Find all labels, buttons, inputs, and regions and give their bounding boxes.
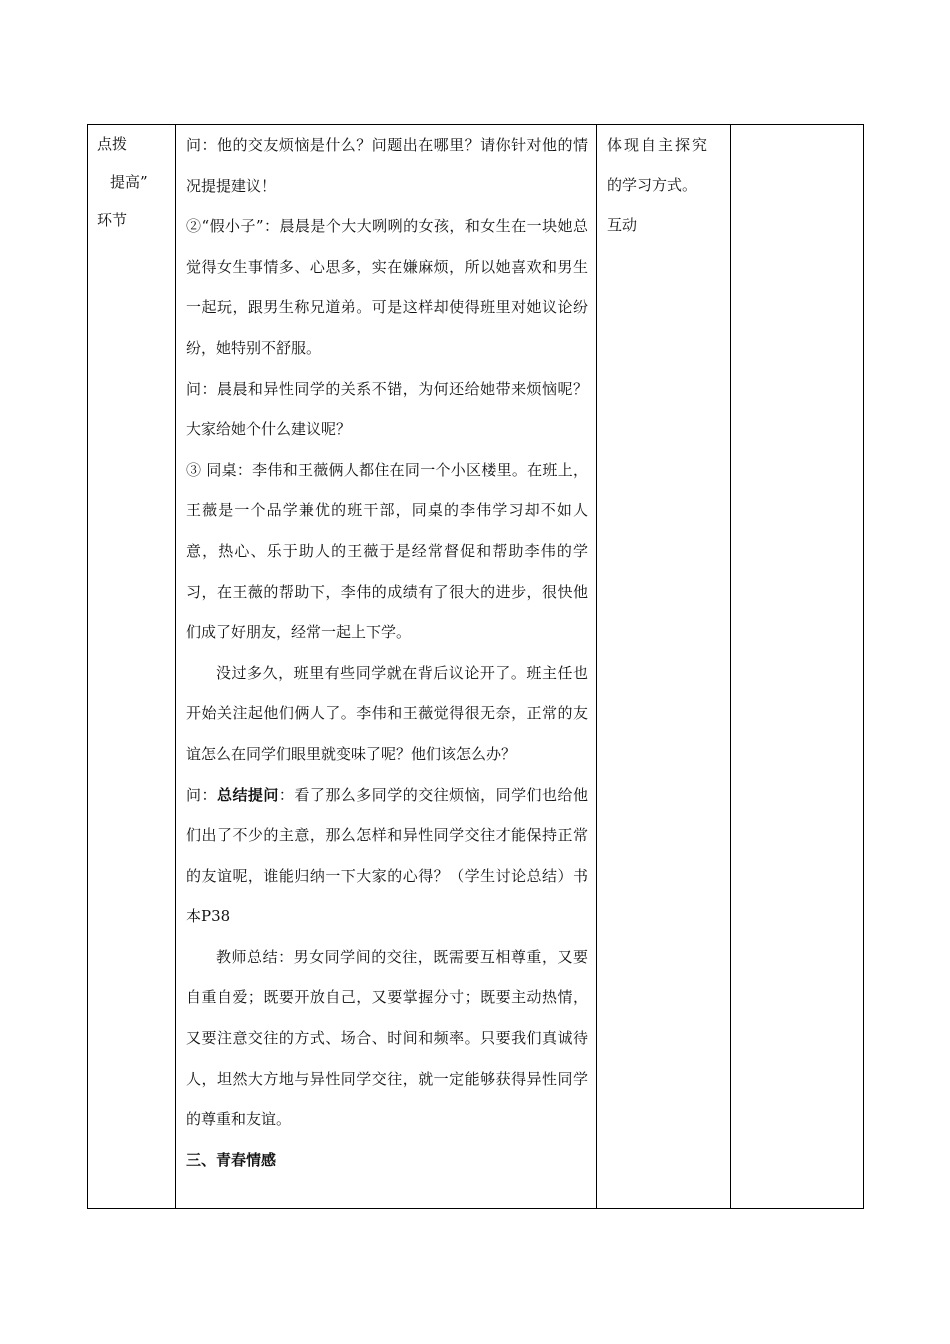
question-2: 问：晨晨和异性同学的关系不错，为何还给她带来烦恼呢？大家给她个什么建议呢？ xyxy=(186,379,588,439)
table-row xyxy=(88,125,864,1209)
case-tomboy: ②“假小子”：晨晨是个大大咧咧的女孩，和女生在一块她总觉得女生事情多、心思多，实在嫌麻烦，所以她喜欢和男生一起玩，跟男生称兄道弟。可是这样却使得班里对她议论纷纷，她特别不舒服。 xyxy=(186,217,588,357)
case-deskmate: ③ 同桌：李伟和王薇俩人都住在同一个小区楼里。在班上，王薇是一个品学兼优的班干部，同桌的李伟学习却不如人意，热心、乐于助人的王薇于是经常督促和帮助李伟的学习，在王薇的帮助下，李伟的成绩有了很大的进步，很快他们成了好朋友，经常一起上下学。 xyxy=(186,460,588,642)
summary-question xyxy=(186,775,588,937)
section-heading-youth-emotion: 三、青春情感 xyxy=(186,1150,277,1169)
teaching-content-cell xyxy=(176,125,597,1209)
stage-label-line-1: 点拨 xyxy=(97,135,128,153)
purpose-line-2: 的学习方式。 xyxy=(607,176,698,194)
stage-label-line-3: 环节 xyxy=(97,211,128,229)
summary-prefix: 问： xyxy=(186,785,217,804)
purpose-line-1: 体现自主探究 xyxy=(607,136,710,154)
question-1: 问：他的交友烦恼是什么？问题出在哪里？请你针对他的情况提提建议！ xyxy=(186,136,588,195)
summary-text: ：看了那么多同学的交往烦恼，同学们也给他们出了不少的主意，那么怎样和异性同学交往才能保持正常的友谊呢，谁能归纳一下大家的心得？（学生讨论总结）书本P38 xyxy=(186,785,588,926)
purpose-line-3: 互动 xyxy=(607,216,638,234)
lesson-plan-table xyxy=(87,124,864,1209)
case-deskmate-continued: 没过多久，班里有些同学就在背后议论开了。班主任也开始关注起他们俩人了。李伟和王薇觉得很无奈，正常的友谊怎么在同学们眼里就变味了呢？他们该怎么办？ xyxy=(186,663,588,763)
stage-label-line-2: 提高” xyxy=(110,173,148,191)
notes-cell xyxy=(731,125,864,1209)
summary-label: 总结提问 xyxy=(216,785,279,804)
teacher-summary: 教师总结：男女同学间的交往，既需要互相尊重，又要自重自爱；既要开放自己，又要掌握分寸；既要主动热情，又要注意交往的方式、场合、时间和频率。只要我们真诚待人，坦然大方地与异性同学交往，就一定能够获得异性同学的尊重和友谊。 xyxy=(186,947,588,1129)
stage-cell xyxy=(88,125,176,1209)
design-intent-cell xyxy=(597,125,731,1209)
